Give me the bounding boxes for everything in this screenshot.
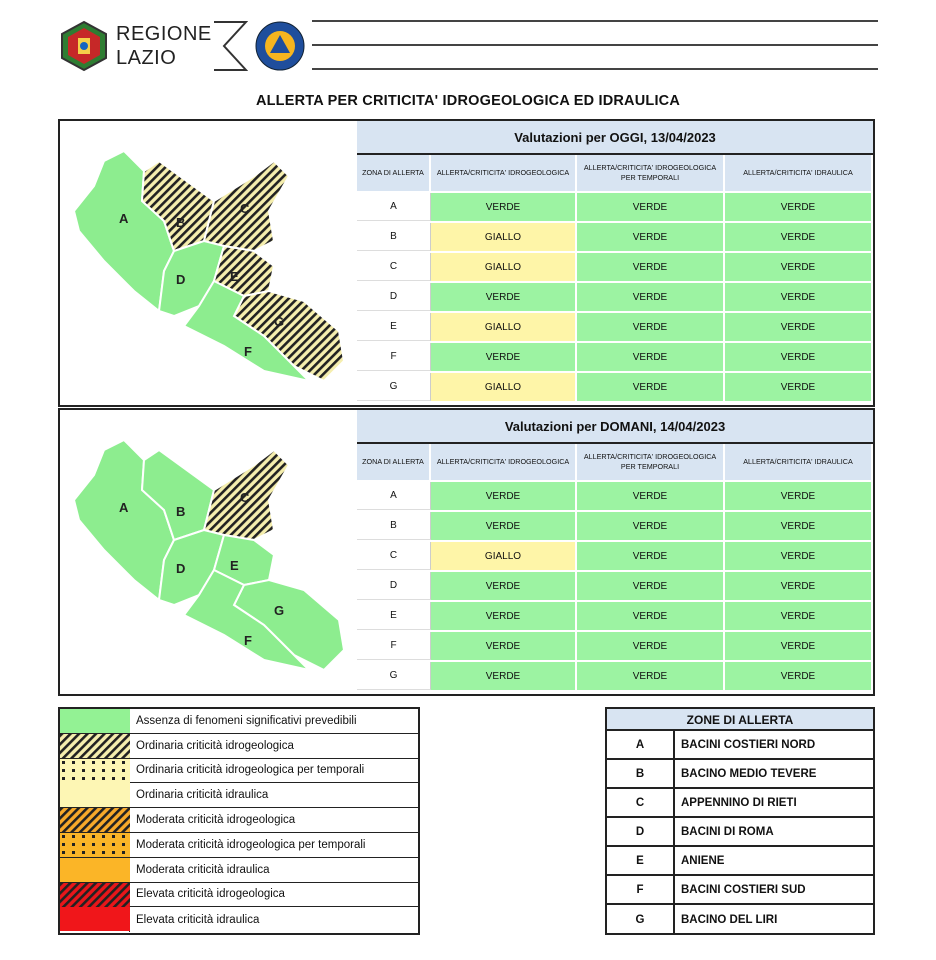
alert-level-cell: VERDE (577, 482, 725, 510)
tomorrow-panel (58, 408, 875, 696)
legend-swatch (60, 883, 130, 907)
alert-level-cell: VERDE (577, 632, 725, 660)
legend-row (60, 783, 418, 808)
header (0, 0, 936, 90)
zone-cell: B (357, 223, 431, 251)
col-idraulica-header: ALLERTA/CRITICITA' IDRAULICA (725, 155, 873, 191)
zone-cell: C (357, 253, 431, 281)
alert-level-cell: GIALLO (431, 542, 577, 570)
table-row (357, 253, 873, 283)
zone-cell: A (357, 193, 431, 221)
alert-level-cell: VERDE (577, 373, 725, 401)
legend-label: Elevata criticità idraulica (136, 913, 260, 926)
zone-row (607, 847, 873, 876)
zone-name: BACINO DEL LIRI (681, 913, 778, 926)
page-title: ALLERTA PER CRITICITA' IDROGEOLOGICA ED IDRAULICA (255, 93, 681, 109)
table-row (357, 373, 873, 403)
alert-level-cell: VERDE (577, 572, 725, 600)
svg-text:F: F (244, 633, 252, 648)
svg-text:G: G (274, 314, 285, 329)
svg-text:A: A (119, 500, 129, 515)
col-idraulica-header: ALLERTA/CRITICITA' IDRAULICA (725, 444, 873, 480)
today-zone-map (64, 131, 354, 391)
legend-swatch (60, 709, 130, 733)
table-row (357, 223, 873, 253)
alert-level-cell: VERDE (577, 253, 725, 281)
zone-row (607, 760, 873, 789)
alert-level-cell: VERDE (725, 662, 873, 690)
zone-row (607, 818, 873, 847)
alert-level-cell: VERDE (431, 482, 577, 510)
zones-rows (607, 731, 873, 934)
alert-level-cell: VERDE (431, 632, 577, 660)
alert-level-cell: VERDE (577, 662, 725, 690)
legend-label: Assenza di fenomeni significativi prevedibili (136, 714, 357, 727)
alert-level-cell: VERDE (577, 512, 725, 540)
alert-level-cell: GIALLO (431, 313, 577, 341)
tomorrow-header-row (357, 444, 873, 482)
zone-cell: D (357, 572, 431, 600)
zone-name: BACINI DI ROMA (681, 825, 774, 838)
alert-level-cell: VERDE (431, 572, 577, 600)
alert-level-cell: VERDE (725, 482, 873, 510)
table-row (357, 662, 873, 692)
svg-text:D: D (176, 561, 186, 576)
alert-level-cell: VERDE (577, 343, 725, 371)
alert-level-cell: VERDE (577, 283, 725, 311)
alert-level-cell: VERDE (725, 283, 873, 311)
col-idro-header: ALLERTA/CRITICITA' IDROGEOLOGICA (431, 155, 577, 191)
alert-level-cell: VERDE (431, 343, 577, 371)
legend-label: Moderata criticità idrogeologica (136, 814, 296, 827)
header-rules (312, 20, 878, 72)
zone-letter: F (607, 876, 675, 903)
col-idro-header: ALLERTA/CRITICITA' IDROGEOLOGICA (431, 444, 577, 480)
legend-label: Ordinaria criticità idrogeologica (136, 739, 294, 752)
zone-letter: G (607, 905, 675, 934)
svg-text:F: F (244, 344, 252, 359)
svg-text:C: C (240, 201, 250, 216)
legend-row (60, 808, 418, 833)
legend-swatch (60, 759, 130, 783)
alert-level-cell: VERDE (725, 512, 873, 540)
zone-cell: E (357, 602, 431, 630)
svg-text:D: D (176, 272, 186, 287)
legend-row (60, 858, 418, 883)
alert-level-cell: VERDE (725, 223, 873, 251)
regione-lazio-crest-icon (58, 20, 110, 72)
alert-level-cell: VERDE (577, 223, 725, 251)
alert-level-cell: VERDE (431, 283, 577, 311)
zone-name: APPENNINO DI RIETI (681, 796, 797, 809)
zone-cell: D (357, 283, 431, 311)
col-zone-header: ZONA DI ALLERTA (357, 444, 431, 480)
alert-level-cell: GIALLO (431, 253, 577, 281)
col-temporali-header: ALLERTA/CRITICITA' IDROGEOLOGICA PER TEMPORALI (577, 155, 725, 191)
svg-text:A: A (119, 211, 129, 226)
brand-line-2: LAZIO (116, 47, 177, 69)
zone-cell: F (357, 632, 431, 660)
alert-level-cell: VERDE (431, 512, 577, 540)
legend-swatch (60, 858, 130, 882)
zone-name: BACINI COSTIERI SUD (681, 883, 806, 896)
alert-level-cell: GIALLO (431, 373, 577, 401)
table-row (357, 572, 873, 602)
svg-text:C: C (240, 490, 250, 505)
zone-letter: D (607, 818, 675, 845)
today-table (357, 121, 873, 403)
alert-level-cell: VERDE (431, 193, 577, 221)
legend-swatch (60, 833, 130, 857)
zone-row (607, 789, 873, 818)
alert-level-cell: VERDE (431, 602, 577, 630)
legend-label: Moderata criticità idrogeologica per temporali (136, 838, 366, 851)
alert-level-cell: GIALLO (431, 223, 577, 251)
legend-row (60, 907, 418, 932)
legend-swatch (60, 907, 130, 932)
legend-label: Moderata criticità idraulica (136, 863, 270, 876)
zone-cell: G (357, 662, 431, 690)
alert-level-cell: VERDE (725, 313, 873, 341)
svg-text:E: E (230, 269, 239, 284)
zone-name: BACINI COSTIERI NORD (681, 738, 816, 751)
zone-name: ANIENE (681, 854, 725, 867)
svg-text:E: E (230, 558, 239, 573)
table-row (357, 482, 873, 512)
zone-letter: C (607, 789, 675, 816)
alert-level-cell: VERDE (725, 253, 873, 281)
legend-swatch (60, 808, 130, 832)
zone-letter: E (607, 847, 675, 874)
table-row (357, 602, 873, 632)
alert-level-cell: VERDE (431, 662, 577, 690)
col-temporali-header: ALLERTA/CRITICITA' IDROGEOLOGICA PER TEMPORALI (577, 444, 725, 480)
legend-row (60, 709, 418, 734)
zones-table (605, 707, 875, 935)
zone-cell: F (357, 343, 431, 371)
today-title: Valutazioni per OGGI, 13/04/2023 (357, 121, 873, 155)
zone-cell: A (357, 482, 431, 510)
table-row (357, 632, 873, 662)
tomorrow-zone-map (64, 420, 354, 680)
alert-level-cell: VERDE (725, 602, 873, 630)
today-header-row (357, 155, 873, 193)
zone-cell: C (357, 542, 431, 570)
alert-level-cell: VERDE (725, 193, 873, 221)
zone-letter: A (607, 731, 675, 758)
tomorrow-table (357, 410, 873, 692)
alert-level-cell: VERDE (577, 313, 725, 341)
brand-line-1: REGIONE (116, 23, 212, 45)
legend-label: Ordinaria criticità idraulica (136, 789, 269, 802)
col-zone-header: ZONA DI ALLERTA (357, 155, 431, 191)
table-row (357, 343, 873, 373)
legend-swatch (60, 783, 130, 807)
legend-row (60, 833, 418, 858)
table-row (357, 542, 873, 572)
table-row (357, 283, 873, 313)
zone-cell: E (357, 313, 431, 341)
zone-row (607, 905, 873, 934)
zone-cell: B (357, 512, 431, 540)
alert-level-cell: VERDE (577, 602, 725, 630)
legend-label: Ordinaria criticità idrogeologica per temporali (136, 764, 365, 777)
brand-name (116, 22, 212, 70)
legend-swatch (60, 734, 130, 758)
alert-level-cell: VERDE (725, 343, 873, 371)
tomorrow-rows (357, 482, 873, 692)
legend-row (60, 734, 418, 759)
svg-text:B: B (176, 215, 186, 230)
today-rows (357, 193, 873, 403)
alert-level-cell: VERDE (725, 373, 873, 401)
alert-level-cell: VERDE (725, 572, 873, 600)
legend (58, 707, 420, 935)
legend-label: Elevata criticità idrogeologica (136, 888, 285, 901)
legend-row (60, 883, 418, 908)
alert-level-cell: VERDE (725, 632, 873, 660)
protezione-civile-logo-icon (254, 20, 306, 72)
table-row (357, 193, 873, 223)
today-panel (58, 119, 875, 407)
svg-text:B: B (176, 504, 186, 519)
zone-name: BACINO MEDIO TEVERE (681, 767, 817, 780)
brand-chevron-icon (212, 20, 248, 72)
zone-cell: G (357, 373, 431, 401)
table-row (357, 313, 873, 343)
zone-row (607, 731, 873, 760)
alert-level-cell: VERDE (577, 542, 725, 570)
table-row (357, 512, 873, 542)
zones-title: ZONE DI ALLERTA (607, 709, 873, 731)
zone-letter: B (607, 760, 675, 787)
zone-row (607, 876, 873, 905)
tomorrow-title: Valutazioni per DOMANI, 14/04/2023 (357, 410, 873, 444)
svg-text:G: G (274, 603, 285, 618)
alert-level-cell: VERDE (577, 193, 725, 221)
alert-level-cell: VERDE (725, 542, 873, 570)
legend-row (60, 759, 418, 784)
